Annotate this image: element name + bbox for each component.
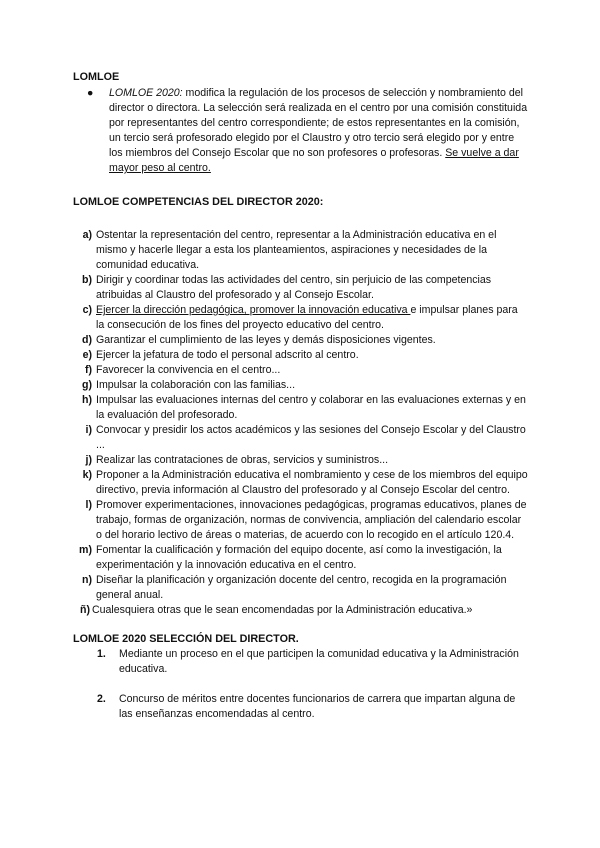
- list-item: [73, 303, 528, 333]
- list-item: [73, 647, 528, 677]
- heading-lomloe: LOMLOE: [73, 71, 120, 83]
- list-item: [73, 468, 528, 498]
- list-item: [73, 603, 528, 618]
- bullet-text: modifica la regulación de los procesos de selección y nombramiento del director o directora. La selección será realizada en el centro por una comisión constituida por representantes del centro correspondiente; de estos representantes en la comisión, un tercio será profesorado elegido por el Claustro y otro tercio será elegido por y entre los miembros del Consejo Escolar que no son profesores o profesoras.: [109, 87, 528, 159]
- seleccion-list: [73, 647, 528, 722]
- item-text: Ostentar la representación del centro, representar a la Administración educativa en el mismo y hacerle llegar a esta los planteamientos, aspiraciones y necesidades de la comunidad educativa.: [96, 229, 497, 271]
- list-item: [73, 228, 528, 273]
- item-marker: c): [82, 304, 92, 316]
- list-item: [73, 453, 528, 468]
- item-marker: m): [79, 544, 92, 556]
- item-text: Proponer a la Administración educativa el nombramiento y cese de los miembros del equipo directivo, previa información al Claustro del profesorado y al Consejo Escolar del centro.: [96, 469, 528, 496]
- list-item: [73, 692, 528, 722]
- bullet-underlined: Se vuelve a dar mayor peso al centro.: [109, 147, 519, 174]
- item-marker: l): [85, 499, 92, 511]
- list-item: [73, 273, 528, 303]
- competencias-list: [73, 228, 528, 618]
- item-marker: a): [82, 229, 92, 241]
- list-item: [73, 363, 528, 378]
- bullet-lead: LOMLOE 2020:: [109, 87, 183, 99]
- item-text: Diseñar la planificación y organización docente del centro, recogida en la programación general anual.: [96, 574, 507, 601]
- item-text: Convocar y presidir los actos académicos y las sesiones del Consejo Escolar y del Claustro ...: [96, 424, 526, 451]
- item-text: Impulsar la colaboración con las familias...: [96, 379, 296, 391]
- item-text: Dirigir y coordinar todas las actividades del centro, sin perjuicio de las competencias atribuidas al Claustro del profesorado y al Consejo Escolar.: [96, 274, 492, 301]
- bullet-marker: ●: [87, 87, 94, 99]
- item-marker: j): [85, 454, 92, 466]
- heading-seleccion: LOMLOE 2020 SELECCIÓN DEL DIRECTOR.: [73, 633, 299, 645]
- item-text: Ejercer la jefatura de todo el personal adscrito al centro.: [96, 349, 359, 361]
- item-text: Impulsar las evaluaciones internas del centro y colaborar en las evaluaciones externas y en la evaluación del profesorado.: [96, 394, 526, 421]
- item-marker: k): [82, 469, 92, 481]
- list-item: [73, 543, 528, 573]
- list-item: [73, 423, 528, 453]
- list-item: [73, 498, 528, 543]
- item-marker: i): [85, 424, 92, 436]
- item-marker: h): [82, 394, 92, 406]
- item-text: Favorecer la convivencia en el centro...: [96, 364, 281, 376]
- item-text: Mediante un proceso en el que participen la comunidad educativa y la Administración educativa.: [119, 648, 519, 675]
- item-marker: f): [84, 364, 92, 376]
- item-text: Fomentar la cualificación y formación del equipo docente, así como la investigación, la experimentación y la innovación educativa en el centro.: [96, 544, 502, 571]
- item-marker: n): [82, 574, 92, 586]
- item-marker: g): [82, 379, 92, 391]
- item-text: e impulsar planes para la consecución de los fines del proyecto educativo del centro.: [96, 304, 518, 331]
- item-text: Cualesquiera otras que le sean encomendadas por la Administración educativa.»: [92, 604, 473, 616]
- item-marker: e): [82, 349, 92, 361]
- list-item: [73, 333, 528, 348]
- document-body: [73, 70, 528, 722]
- item-text: Garantizar el cumplimiento de las leyes y demás disposiciones vigentes.: [96, 334, 436, 346]
- list-item: [73, 393, 528, 423]
- item-text: Realizar las contrataciones de obras, servicios y suministros...: [96, 454, 389, 466]
- item-marker: ñ): [80, 604, 90, 616]
- item-underlined: Ejercer la dirección pedagógica, promover la innovación educativa: [96, 304, 411, 316]
- item-marker: 2.: [97, 693, 106, 705]
- heading-competencias: LOMLOE COMPETENCIAS DEL DIRECTOR 2020:: [73, 196, 324, 208]
- item-text: Concurso de méritos entre docentes funcionarios de carrera que impartan alguna de las enseñanzas encomendadas al centro.: [119, 693, 516, 720]
- item-marker: b): [82, 274, 92, 286]
- item-marker: 1.: [97, 648, 106, 660]
- list-item: [73, 378, 528, 393]
- list-item: [73, 348, 528, 363]
- list-item: [73, 573, 528, 603]
- bullet-item: [73, 86, 528, 176]
- item-marker: d): [82, 334, 92, 346]
- item-text: Promover experimentaciones, innovaciones pedagógicas, programas educativos, planes de trabajo, formas de organización, normas de convivencia, ampliación del calendario escolar o del horario lectivo de áreas o materias, de acuerdo con lo recogido en el artículo 120.4.: [96, 499, 527, 541]
